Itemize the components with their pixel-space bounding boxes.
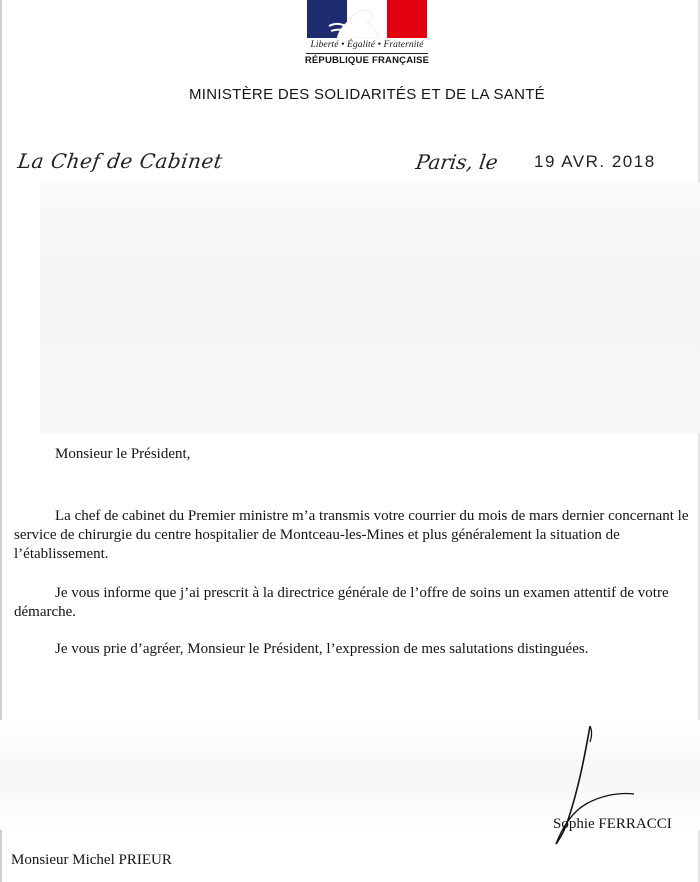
letter-place: Paris, le <box>414 150 500 174</box>
recipient-name: Monsieur Michel PRIEUR <box>11 852 172 868</box>
signatory-name: Sophie FERRACCI <box>553 816 672 832</box>
republic-motto: Liberté • Égalité • Fraternité <box>310 40 424 50</box>
letter-paragraph: Je vous prie d’agréer, Monsieur le Président, l’expression de mes salutations distinguées. <box>55 641 589 657</box>
salutation: Monsieur le Président, <box>55 446 191 462</box>
ministry-title: MINISTÈRE DES SOLIDARITÉS ET DE LA SANTÉ <box>189 86 545 103</box>
letter-paragraph: Je vous informe que j’ai prescrit à la directrice générale de l’offre de soins un examen attentif de votre démarche. <box>14 585 669 620</box>
logo-divider <box>306 53 428 54</box>
signatory-title: La Chef de Cabinet <box>16 149 225 173</box>
marianne-logo-icon <box>307 0 427 38</box>
letter-paragraph: La chef de cabinet du Premier ministre m’a transmis votre courrier du mois de mars dernier concernant le service de chirurgie du centre hospitalier de Montceau-les-Mines et plus généralement la situation de l’établissement. <box>14 508 689 562</box>
letter-date-stamp: 19 AVR. 2018 <box>534 152 656 171</box>
scan-shading <box>40 183 700 433</box>
republic-name: RÉPUBLIQUE FRANÇAISE <box>304 55 430 66</box>
